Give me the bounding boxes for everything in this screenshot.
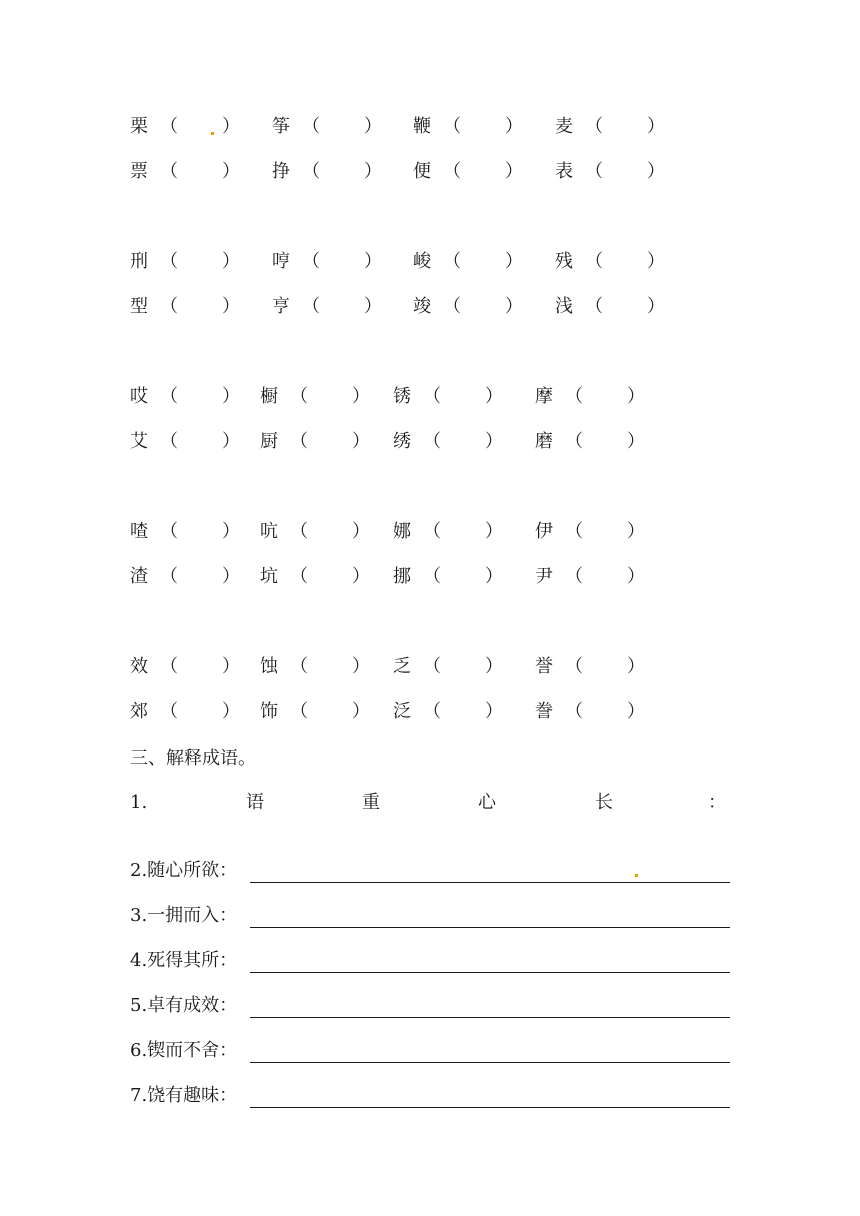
close-paren: ） xyxy=(485,656,503,677)
close-paren: ） xyxy=(485,431,503,452)
close-paren: ） xyxy=(364,251,382,272)
character: 锈 xyxy=(393,386,411,407)
open-paren: （ xyxy=(423,701,441,722)
close-paren: ） xyxy=(505,161,523,182)
close-paren: ） xyxy=(485,566,503,587)
idiom-char: 心 xyxy=(478,792,496,813)
open-paren: （ xyxy=(290,386,308,407)
open-paren: （ xyxy=(423,521,441,542)
close-paren: ） xyxy=(222,701,240,722)
item-number: 1. xyxy=(130,792,148,813)
open-paren: （ xyxy=(302,116,320,137)
close-paren: ） xyxy=(485,521,503,542)
close-paren: ） xyxy=(222,431,240,452)
open-paren: （ xyxy=(160,431,178,452)
character: 筝 xyxy=(272,116,290,137)
character-row xyxy=(0,112,860,142)
character-row xyxy=(0,427,860,457)
character: 娜 xyxy=(393,521,411,542)
character: 吭 xyxy=(260,521,278,542)
open-paren: （ xyxy=(423,386,441,407)
open-paren: （ xyxy=(290,431,308,452)
character: 艾 xyxy=(130,431,148,452)
open-paren: （ xyxy=(160,161,178,182)
character: 伊 xyxy=(535,521,553,542)
character: 浅 xyxy=(555,296,573,317)
character: 效 xyxy=(130,656,148,677)
close-paren: ） xyxy=(222,656,240,677)
idiom-char: 语 xyxy=(246,792,264,813)
close-paren: ） xyxy=(222,386,240,407)
idiom-char: 长 xyxy=(595,792,613,813)
close-paren: ） xyxy=(352,701,370,722)
close-paren: ） xyxy=(364,296,382,317)
idiom-label: 5.卓有成效： xyxy=(130,995,238,1016)
close-paren: ） xyxy=(352,386,370,407)
character: 磨 xyxy=(535,431,553,452)
open-paren: （ xyxy=(160,116,178,137)
open-paren: （ xyxy=(565,431,583,452)
close-paren: ） xyxy=(627,701,645,722)
open-paren: （ xyxy=(443,251,461,272)
idiom-item xyxy=(130,946,730,976)
answer-line xyxy=(250,972,730,973)
close-paren: ） xyxy=(647,296,665,317)
character: 尹 xyxy=(535,566,553,587)
character-row xyxy=(0,697,860,727)
open-paren: （ xyxy=(565,386,583,407)
character: 刑 xyxy=(130,251,148,272)
character: 挪 xyxy=(393,566,411,587)
open-paren: （ xyxy=(565,656,583,677)
close-paren: ） xyxy=(505,296,523,317)
character-row xyxy=(0,562,860,592)
character: 誊 xyxy=(535,701,553,722)
character: 橱 xyxy=(260,386,278,407)
open-paren: （ xyxy=(160,566,178,587)
open-paren: （ xyxy=(302,296,320,317)
answer-line xyxy=(250,1107,730,1108)
character: 哼 xyxy=(272,251,290,272)
close-paren: ） xyxy=(352,656,370,677)
character: 峻 xyxy=(413,251,431,272)
character: 挣 xyxy=(272,161,290,182)
character: 哎 xyxy=(130,386,148,407)
close-paren: ） xyxy=(647,161,665,182)
open-paren: （ xyxy=(290,566,308,587)
answer-line xyxy=(250,882,730,883)
close-paren: ） xyxy=(627,431,645,452)
open-paren: （ xyxy=(160,386,178,407)
close-paren: ） xyxy=(352,431,370,452)
character-row xyxy=(0,247,860,277)
close-paren: ） xyxy=(222,116,240,137)
character: 乏 xyxy=(393,656,411,677)
answer-line xyxy=(250,1062,730,1063)
open-paren: （ xyxy=(565,566,583,587)
idiom-char: 重 xyxy=(362,792,380,813)
character: 麦 xyxy=(555,116,573,137)
close-paren: ） xyxy=(222,296,240,317)
item-colon: ： xyxy=(708,792,726,813)
open-paren: （ xyxy=(443,116,461,137)
character-row xyxy=(0,517,860,547)
open-paren: （ xyxy=(585,251,603,272)
character: 喳 xyxy=(130,521,148,542)
close-paren: ） xyxy=(222,566,240,587)
open-paren: （ xyxy=(585,116,603,137)
close-paren: ） xyxy=(647,251,665,272)
open-paren: （ xyxy=(423,656,441,677)
close-paren: ） xyxy=(352,521,370,542)
section-heading: 三、解释成语。 xyxy=(130,748,256,769)
close-paren: ） xyxy=(222,521,240,542)
close-paren: ） xyxy=(485,386,503,407)
open-paren: （ xyxy=(290,701,308,722)
character: 渣 xyxy=(130,566,148,587)
open-paren: （ xyxy=(443,161,461,182)
open-paren: （ xyxy=(302,251,320,272)
open-paren: （ xyxy=(423,431,441,452)
character: 便 xyxy=(413,161,431,182)
idiom-label: 7.饶有趣味： xyxy=(130,1085,238,1106)
open-paren: （ xyxy=(565,521,583,542)
idiom-item xyxy=(130,1081,730,1111)
close-paren: ） xyxy=(222,251,240,272)
close-paren: ） xyxy=(485,701,503,722)
character-row xyxy=(0,652,860,682)
character: 坑 xyxy=(260,566,278,587)
open-paren: （ xyxy=(160,701,178,722)
idiom-item xyxy=(130,991,730,1021)
close-paren: ） xyxy=(505,251,523,272)
close-paren: ） xyxy=(364,116,382,137)
close-paren: ） xyxy=(647,116,665,137)
character: 饰 xyxy=(260,701,278,722)
open-paren: （ xyxy=(290,521,308,542)
idiom-label: 3.一拥而入： xyxy=(130,905,238,926)
character: 摩 xyxy=(535,386,553,407)
character: 表 xyxy=(555,161,573,182)
close-paren: ） xyxy=(627,656,645,677)
character-row xyxy=(0,292,860,322)
character: 型 xyxy=(130,296,148,317)
character-row xyxy=(0,157,860,187)
character: 泛 xyxy=(393,701,411,722)
open-paren: （ xyxy=(585,161,603,182)
idiom-label: 6.锲而不舍： xyxy=(130,1040,238,1061)
open-paren: （ xyxy=(585,296,603,317)
open-paren: （ xyxy=(160,521,178,542)
open-paren: （ xyxy=(160,296,178,317)
close-paren: ） xyxy=(627,521,645,542)
idiom-item-1 xyxy=(130,788,730,818)
character: 票 xyxy=(130,161,148,182)
character: 竣 xyxy=(413,296,431,317)
close-paren: ） xyxy=(627,566,645,587)
open-paren: （ xyxy=(290,656,308,677)
character-row xyxy=(0,382,860,412)
idiom-label: 2.随心所欲： xyxy=(130,860,238,881)
open-paren: （ xyxy=(443,296,461,317)
answer-line xyxy=(250,927,730,928)
close-paren: ） xyxy=(627,386,645,407)
character: 誉 xyxy=(535,656,553,677)
character: 残 xyxy=(555,251,573,272)
open-paren: （ xyxy=(160,251,178,272)
open-paren: （ xyxy=(302,161,320,182)
character: 厨 xyxy=(260,431,278,452)
close-paren: ） xyxy=(505,116,523,137)
close-paren: ） xyxy=(222,161,240,182)
close-paren: ） xyxy=(352,566,370,587)
character: 亨 xyxy=(272,296,290,317)
character: 蚀 xyxy=(260,656,278,677)
open-paren: （ xyxy=(423,566,441,587)
character: 郊 xyxy=(130,701,148,722)
character: 鞭 xyxy=(413,116,431,137)
close-paren: ） xyxy=(364,161,382,182)
idiom-item xyxy=(130,901,730,931)
idiom-item xyxy=(130,1036,730,1066)
idiom-item xyxy=(130,856,730,886)
open-paren: （ xyxy=(160,656,178,677)
yellow-mark xyxy=(211,132,214,135)
open-paren: （ xyxy=(565,701,583,722)
idiom-label: 4.死得其所： xyxy=(130,950,238,971)
character: 栗 xyxy=(130,116,148,137)
answer-line xyxy=(250,1017,730,1018)
character: 绣 xyxy=(393,431,411,452)
